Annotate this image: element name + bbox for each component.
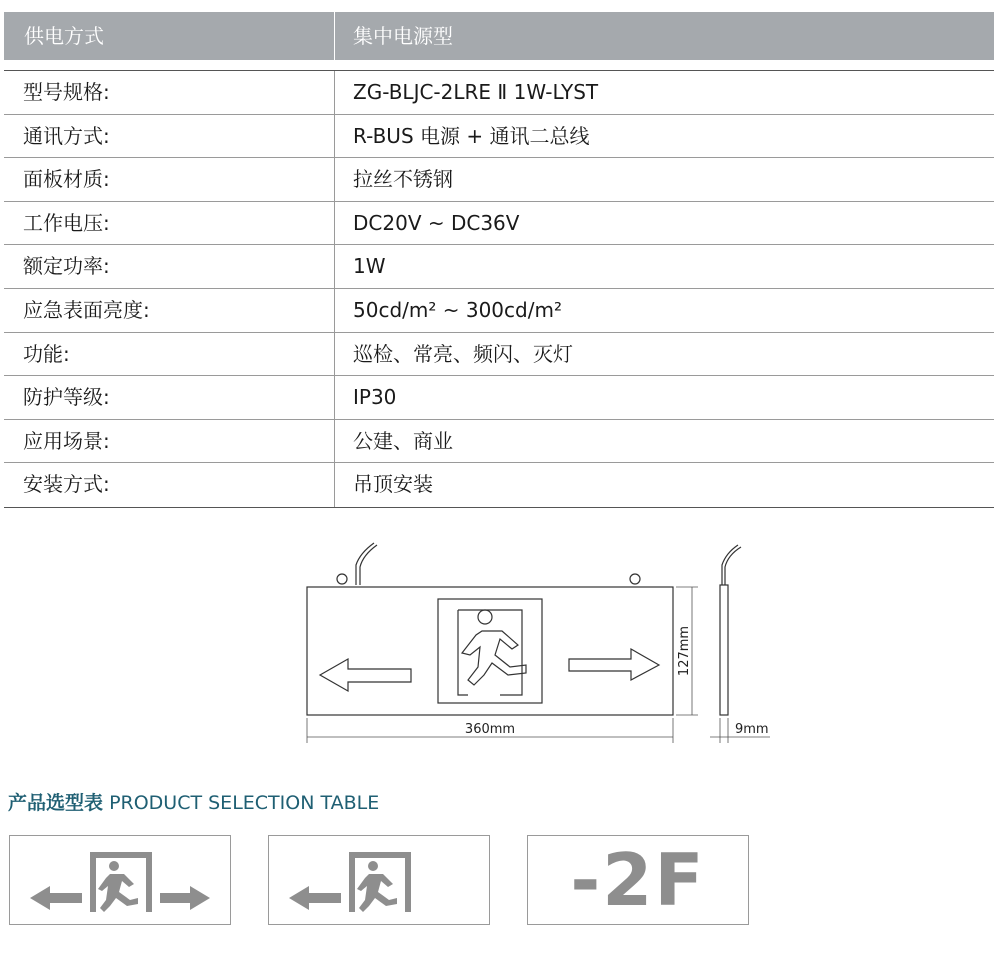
spec-value: IP30 (353, 385, 397, 410)
spec-row-model (4, 71, 994, 115)
depth-label: 9mm (735, 722, 769, 737)
spec-value: 拉丝不锈钢 (353, 167, 453, 192)
header-label-power-supply: 供电方式 (4, 12, 335, 60)
sign-option-floor (527, 835, 749, 925)
cable-line (360, 545, 377, 585)
spec-label: 型号规格: (4, 71, 335, 114)
spec-value: 1W (353, 254, 386, 279)
spec-label: 通讯方式: (4, 115, 335, 158)
floor-label: -2F (570, 838, 706, 922)
side-view-outline (720, 585, 728, 715)
spec-row-protection (4, 376, 994, 420)
spec-value: DC20V ~ DC36V (353, 210, 520, 235)
hanging-loop (630, 574, 640, 584)
right-arrow-icon (569, 649, 659, 680)
exit-door-icon (438, 599, 542, 703)
running-man-icon (478, 610, 492, 624)
spec-label: 工作电压: (4, 202, 335, 245)
spec-value: ZG-BLJC-2LRE Ⅱ 1W-LYST (353, 80, 599, 104)
spec-label: 功能: (4, 333, 335, 376)
spec-value: 公建、商业 (353, 428, 453, 453)
spec-table-header (4, 12, 994, 60)
spec-row-installation (4, 463, 994, 507)
spec-row-power (4, 245, 994, 289)
exit-door-icon (90, 852, 152, 912)
spec-value: 巡检、常亮、频闪、灭灯 (353, 341, 573, 366)
spec-row-brightness (4, 289, 994, 333)
spec-table (4, 70, 994, 508)
hanging-loop (337, 574, 347, 584)
selection-title-en: PRODUCT SELECTION TABLE (109, 792, 380, 814)
selection-table-title (8, 788, 379, 815)
width-label: 360mm (464, 722, 516, 737)
dimension-diagram-svg (290, 535, 790, 750)
exit-door-icon (349, 852, 411, 912)
spec-value: 吊顶安装 (353, 472, 433, 497)
spec-row-application (4, 420, 994, 464)
spec-label: 应用场景: (4, 420, 335, 463)
spec-row-functions (4, 333, 994, 377)
spec-label: 面板材质: (4, 158, 335, 201)
sign-option-bidirectional (9, 835, 231, 925)
panel-outline (307, 587, 673, 715)
spec-label: 防护等级: (4, 376, 335, 419)
header-value-power-supply: 集中电源型 (353, 24, 453, 48)
spec-label: 安装方式: (4, 463, 335, 507)
spec-value: R-BUS 电源 + 通讯二总线 (353, 123, 590, 148)
spec-label: 额定功率: (4, 245, 335, 288)
spec-row-communication (4, 115, 994, 159)
spec-row-voltage (4, 202, 994, 246)
left-arrow-icon (289, 886, 341, 910)
spec-row-panel-material (4, 158, 994, 202)
selection-title-cn: 产品选型表 (8, 792, 104, 814)
right-arrow-icon (160, 886, 210, 910)
spec-value: 50cd/m² ~ 300cd/m² (353, 297, 562, 322)
sign-option-left (268, 835, 490, 925)
left-arrow-icon (30, 886, 82, 910)
spec-label: 应急表面亮度: (4, 289, 335, 332)
dimension-diagram (290, 535, 790, 750)
height-label: 127mm (677, 625, 692, 677)
left-arrow-icon (320, 659, 411, 691)
